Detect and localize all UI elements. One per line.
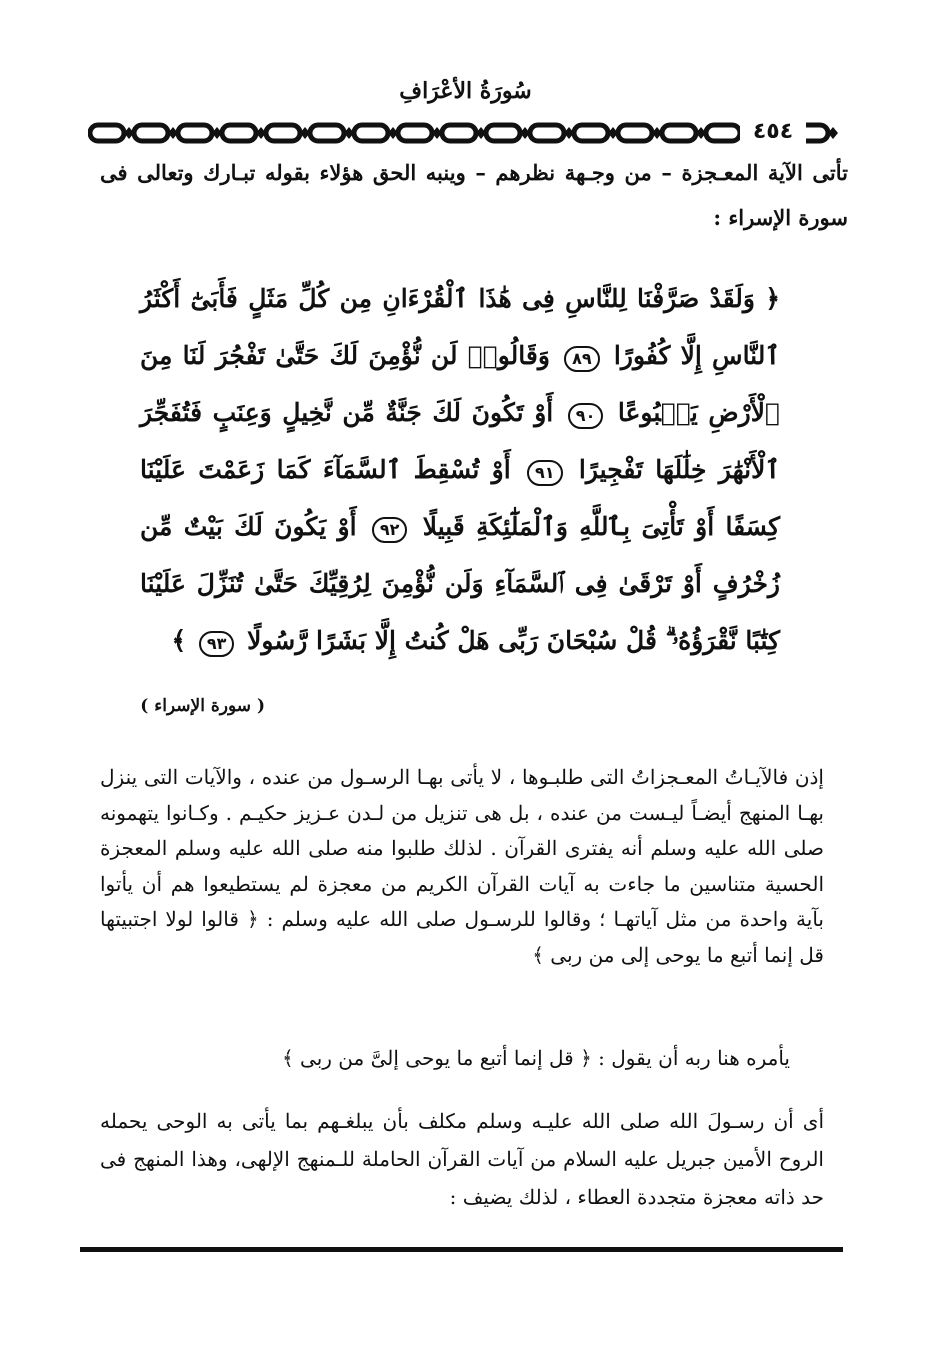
ayah-number-91: ٩١ bbox=[527, 460, 563, 486]
chain-link bbox=[354, 125, 388, 141]
decorative-chain-rule bbox=[88, 120, 848, 146]
chain-link bbox=[442, 125, 476, 141]
surah-citation: ( سورة الإسراء ) bbox=[140, 696, 265, 716]
verse-91: أَوْ تَكُونَ لَكَ جَنَّةٌ مِّن نَّخِيلٍ وَعِنَبٍ فَتُفَجِّرَ ٱلْأَنْهَٰرَ خِلَٰلَهَا تَفْجِيرًا bbox=[140, 398, 780, 484]
verse-93: أَوْ يَكُونَ لَكَ بَيْتٌ مِّن زُخْرُفٍ أَوْ تَرْقَىٰ فِى ٱلسَّمَآءِ وَلَن نُّؤْمِنَ لِرُقِيِّكَ حَتَّىٰ تُنَزِّلَ عَلَيْنَا كِتَٰبًا نَّقْرَؤُهُۥ ۗ قُلْ سُبْحَانَ رَبِّى هَلْ كُنتُ إِلَّا بَشَرًا رَّسُولًا bbox=[140, 512, 780, 655]
quran-open-bracket: ﴿ bbox=[765, 284, 780, 313]
footer-rule bbox=[80, 1247, 843, 1252]
body-paragraph-2: يأمره هنا ربه أن يقول : ﴿ قل إنما أتبع ما يوحى إلىَّ من ربى ﴾ bbox=[281, 1046, 790, 1070]
ayah-number-93: ٩٣ bbox=[199, 631, 235, 657]
chain-link bbox=[706, 125, 740, 141]
surah-title: سُورَةُ الأعْرَافِ bbox=[399, 78, 532, 104]
chain-link bbox=[398, 125, 432, 141]
chain-link bbox=[134, 125, 168, 141]
ayah-number-90: ٩٠ bbox=[568, 403, 604, 429]
quran-passage bbox=[140, 270, 780, 669]
chain-link bbox=[486, 125, 520, 141]
chain-link bbox=[662, 125, 696, 141]
body-paragraph-1: إذن فالآيـاتُ المعـجزاتُ التى طلبـوها ، لا يأتى بهـا الرسـول من عنده ، والآيات التى ينزل بهـا المنهج أيضـاً ليـست من عنده ، بل هى تنزيل من لـدن عـزيز حكيـم . وكـانوا يتهمونه صلى الله عليه وسلم أنه يفترى القرآن . لذلك طلبوا منه صلى الله عليه وسلم المعجزة الحسية متناسين ما جاءت به آيات القرآن الكريم من معجزة لم يستطيعوا هم أن يأتوا بآية واحدة من مثل آياتهـا ؛ وقالوا للرسـول صلى الله عليه وسلم : ﴿ قالوا لولا اجتبيتها قل إنما أتبع ما يوحى إلى من ربى ﴾ bbox=[100, 765, 824, 967]
ayah-number-89: ٨٩ bbox=[564, 346, 600, 372]
quran-close-bracket: ﴾ bbox=[171, 626, 187, 655]
chain-link bbox=[310, 125, 344, 141]
chain-link bbox=[222, 125, 256, 141]
chain-link bbox=[178, 125, 212, 141]
chain-link bbox=[530, 125, 564, 141]
ayah-number-92: ٩٢ bbox=[372, 517, 408, 543]
body-paragraph-3: أى أن رسـولَ الله صلى الله عليـه وسلم مكلف بأن يبلغـهم بما يأتى به الوحى يحمله الروح الأمين جبريل عليه السلام من آيات القرآن الحاملة للـمنهج الإلهى، وهذا المنهج فى حد ذاته معجزة متجددة العطاء ، لذلك يضيف : bbox=[100, 1109, 824, 1209]
intro-paragraph: تأتى الآية المعـجزة – من وجـهة نظرهم – وينبه الحق هؤلاء بقوله تبـارك وتعالى فى سورة الإسراء : bbox=[100, 160, 848, 230]
page-number: ٤٥٤ bbox=[740, 118, 806, 146]
chain-link bbox=[618, 125, 652, 141]
verse-92: أَوْ تُسْقِطَ ٱلسَّمَآءَ كَمَا زَعَمْتَ عَلَيْنَا كِسَفًا أَوْ تَأْتِىَ بِٱللَّهِ وَٱلْمَلَٰٓئِكَةِ قَبِيلًا bbox=[140, 455, 780, 541]
chain-link bbox=[90, 125, 124, 141]
verse-90: وَقَالُوا۟ لَن نُّؤْمِنَ لَكَ حَتَّىٰ تَفْجُرَ لَنَا مِنَ ٱلْأَرْضِ يَنۢبُوعًا bbox=[140, 341, 780, 427]
verse-89: وَلَقَدْ صَرَّفْنَا لِلنَّاسِ فِى هَٰذَا ٱلْقُرْءَانِ مِن كُلِّ مَثَلٍ فَأَبَىٰٓ أَكْثَرُ ٱلنَّاسِ إِلَّا كُفُورًا bbox=[140, 284, 780, 370]
chain-link bbox=[574, 125, 608, 141]
chain-link bbox=[266, 125, 300, 141]
